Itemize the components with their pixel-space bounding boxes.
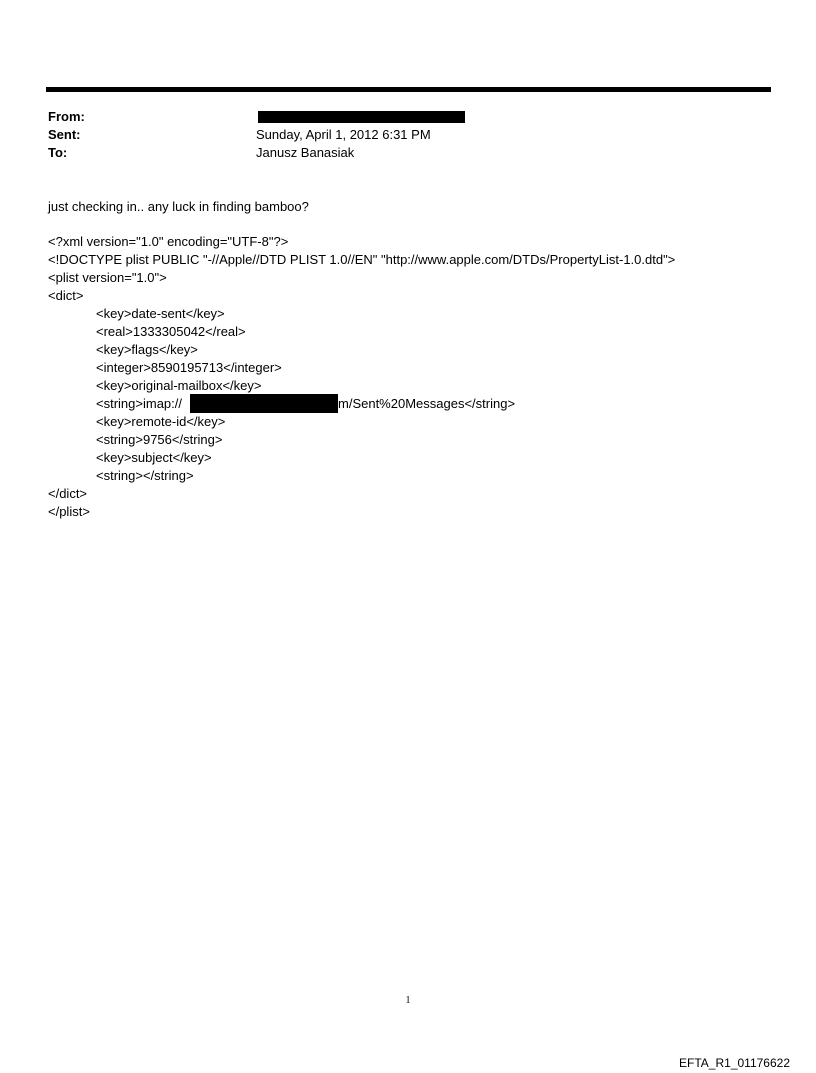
dict-line: <key>original-mailbox</key>: [96, 378, 262, 393]
page-number: 1: [405, 995, 411, 1006]
xml-line: </dict>: [48, 486, 88, 501]
dict-line: m/Sent%20Messages</string>: [338, 396, 516, 411]
sent-label: Sent:: [48, 127, 81, 142]
xml-line: <?xml version="1.0" encoding="UTF-8"?>: [48, 234, 289, 249]
dict-line: <string>imap://: [96, 396, 182, 411]
dict-line: <key>remote-id</key>: [96, 414, 226, 429]
sent-value: Sunday, April 1, 2012 6:31 PM: [256, 127, 431, 142]
xml-line: </plist>: [48, 504, 90, 519]
dict-line: <key>subject</key>: [96, 450, 212, 465]
header-rule: [46, 87, 771, 92]
to-label: To:: [48, 145, 68, 160]
dict-line: <integer>8590195713</integer>: [96, 360, 282, 375]
dict-line: <key>date-sent</key>: [96, 306, 225, 321]
dict-line: <string>9756</string>: [96, 432, 223, 447]
dict-line: <real>1333305042</real>: [96, 324, 246, 339]
from-label: From:: [48, 109, 85, 124]
to-value: Janusz Banasiak: [256, 145, 355, 160]
xml-line: <!DOCTYPE plist PUBLIC "-//Apple//DTD PLIST 1.0//EN" "http://www.apple.com/DTDs/PropertyList-1.0.dtd">: [48, 252, 676, 267]
dict-line: <string></string>: [96, 468, 194, 483]
xml-line: <dict>: [48, 288, 84, 303]
from-redaction: [258, 111, 465, 123]
xml-line: <plist version="1.0">: [48, 270, 167, 285]
bates-number: EFTA_R1_01176622: [679, 1056, 790, 1070]
message-text: just checking in.. any luck in finding bamboo?: [48, 199, 309, 214]
dict-line: <key>flags</key>: [96, 342, 198, 357]
mailbox-redaction: [190, 394, 338, 413]
